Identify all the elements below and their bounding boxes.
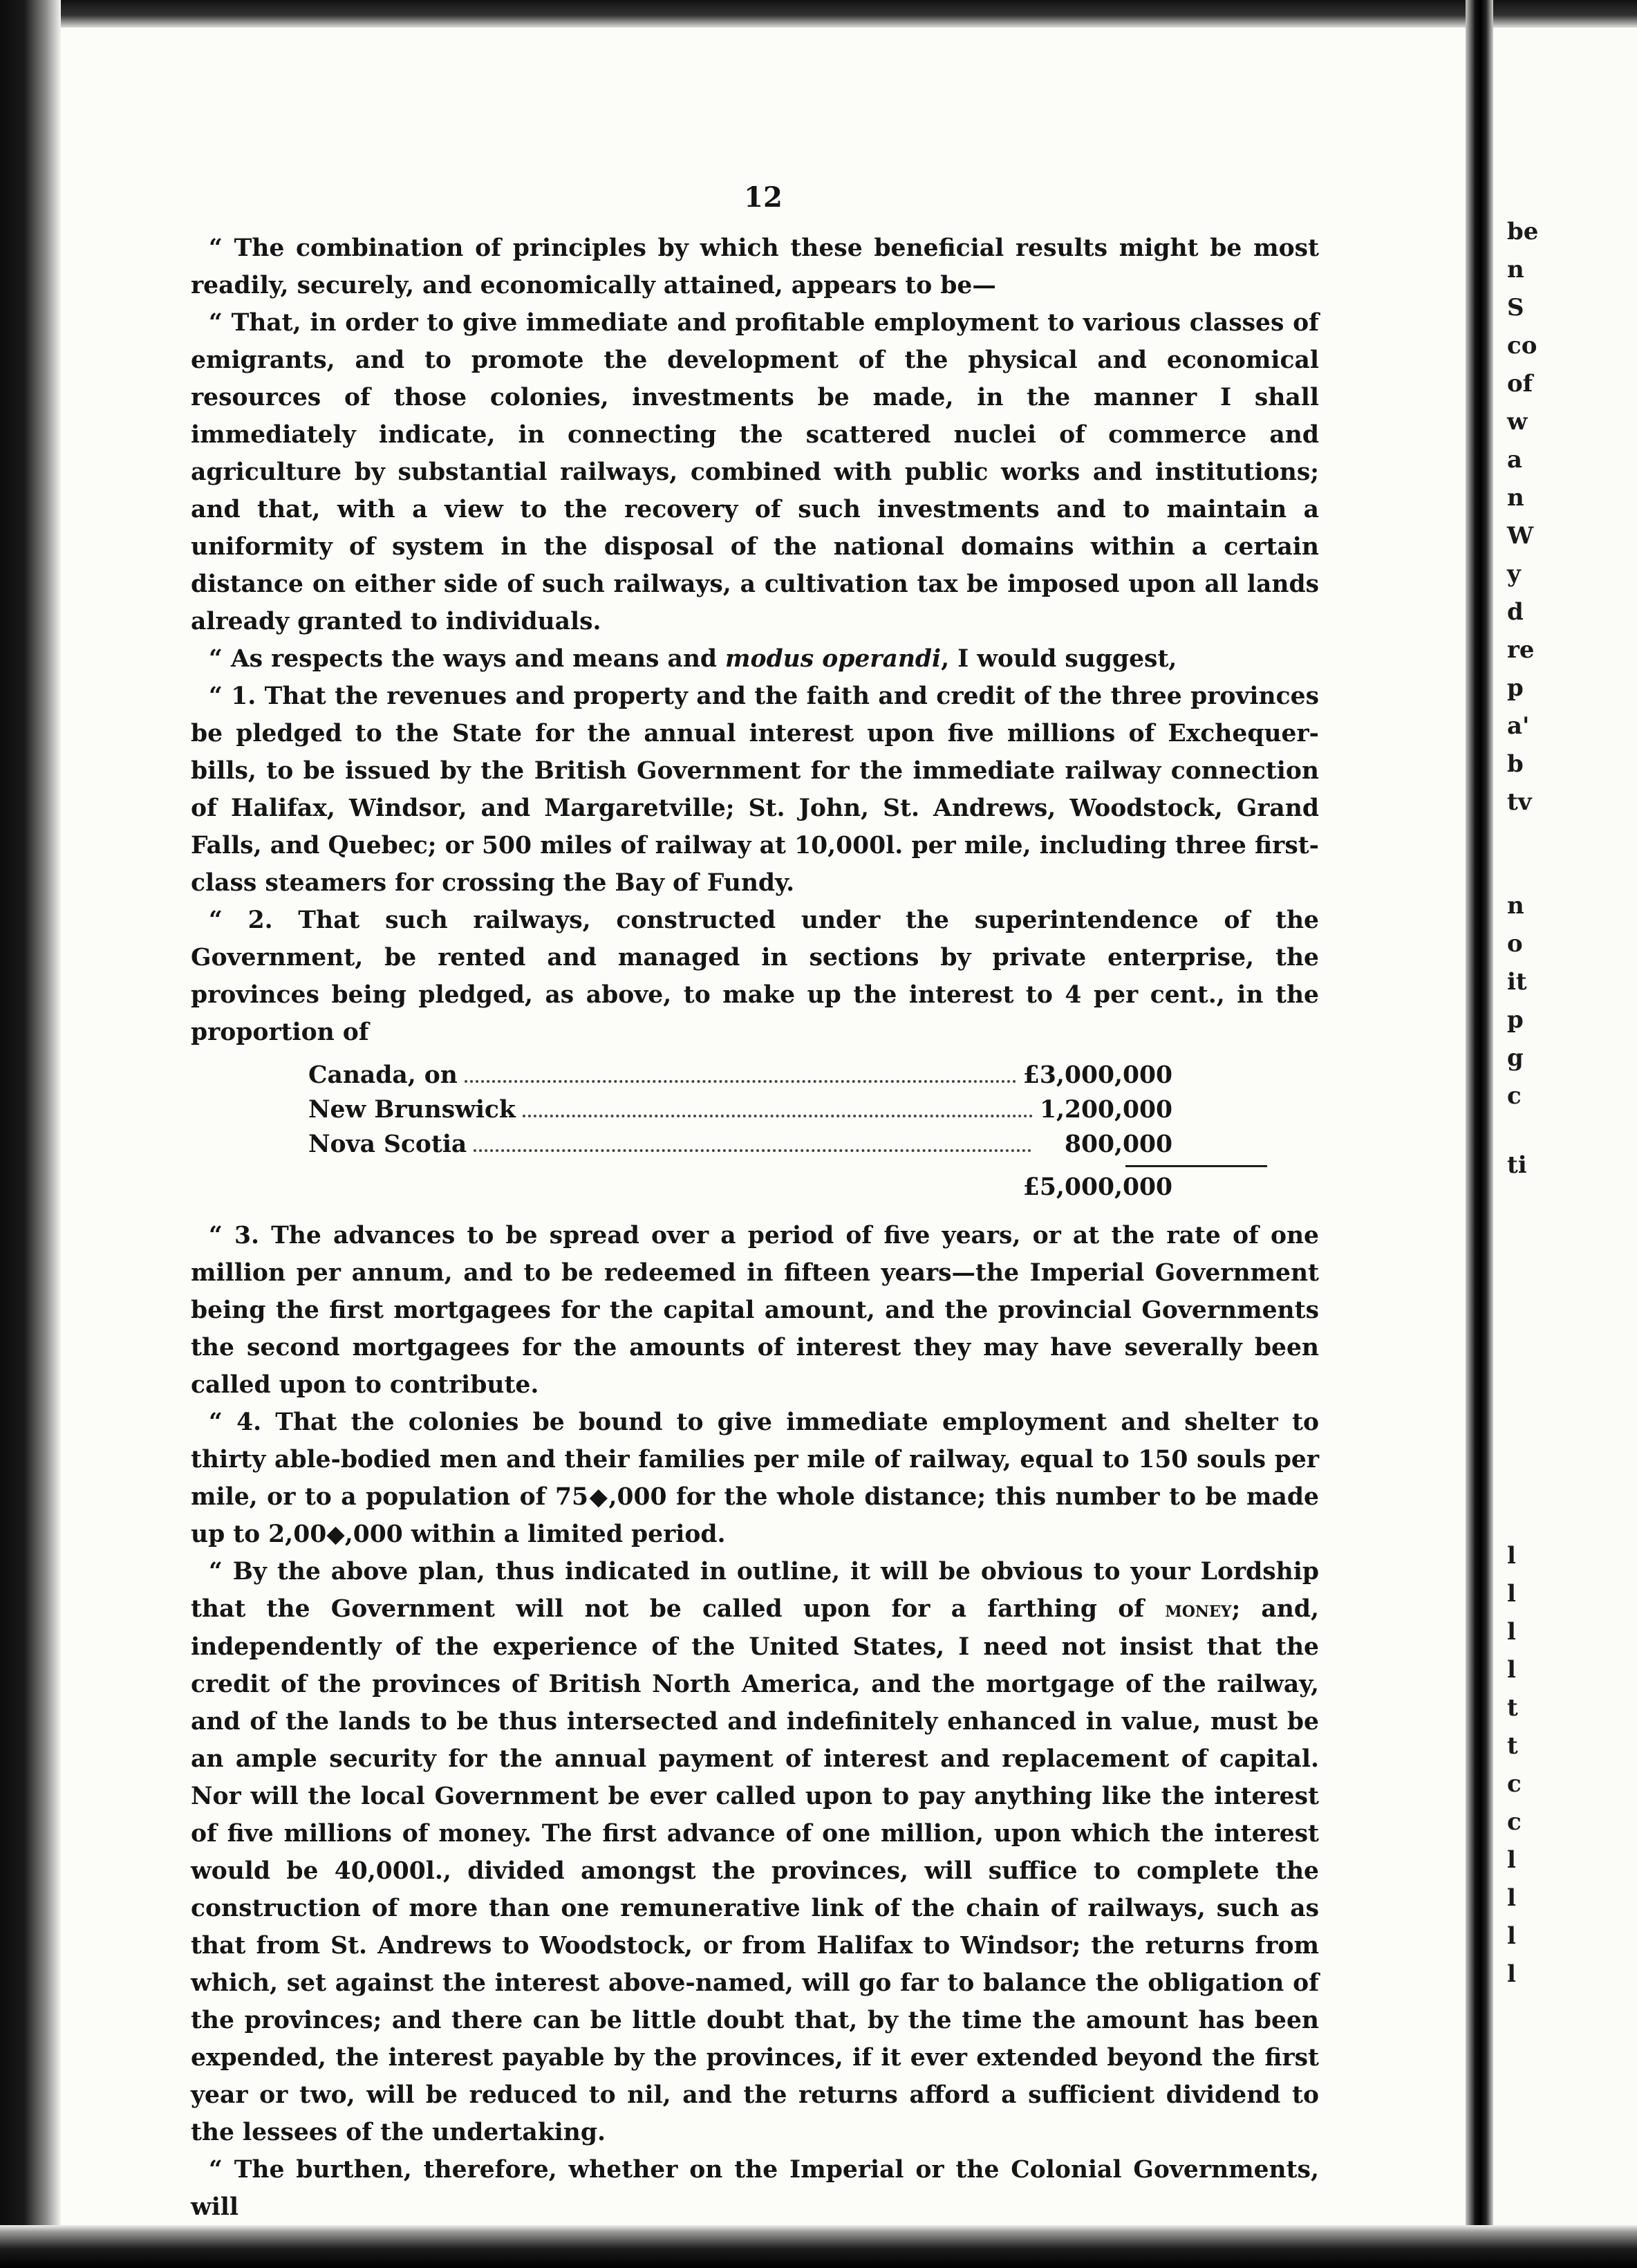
facing-page-fragment: l: [1507, 1884, 1516, 1912]
facing-page-fragment: l: [1507, 1656, 1516, 1684]
paragraph-2: “ That, in order to give immediate and profitable employment to various classes of emigrants, and to promote the development of the physical and economical resources of those colonies, investments be made, in the manner I shall immediately indicate, in connecting the scattered nuclei of commerce and agriculture by substantial railways, combined with public works and institutions; and that, with a view to the recovery of such investments and to maintain a uniformity of system in the disposal of the national domains within a certain distance on either side of such railways, a cultivation tax be imposed upon all lands already granted to individuals.: [191, 309, 1319, 635]
total-amount: £5,000,000: [1022, 1173, 1172, 1201]
facing-page-fragment: tv: [1507, 788, 1532, 816]
paragraph-8-text-a: “ By the above plan, thus indicated in outline, it will be obvious to your Lordship that the Government will not be called upon for a farthing of: [191, 1558, 1319, 1623]
table-total-row: [308, 1169, 1172, 1203]
paragraph-7: “ 4. That the colonies be bound to give immediate employment and shelter to thirty able-bodied men and their families per mile of railway, equal to 150 souls per mile, or to a population of 75◆,000 for the whole distance; this number to be made up to 2,00◆,000 within a limited period.: [191, 1409, 1319, 1548]
facing-page-fragment: y: [1507, 560, 1521, 588]
dot-leader: [465, 1080, 1016, 1083]
table-row: [308, 1057, 1172, 1091]
province-name: New Brunswick: [308, 1096, 516, 1124]
total-rule: [1125, 1165, 1267, 1167]
table-row: [308, 1126, 1172, 1160]
province-amount: 800,000: [1064, 1131, 1172, 1158]
facing-page-fragment: a: [1507, 446, 1523, 474]
facing-page-fragment: w: [1507, 408, 1528, 436]
dot-leader: [523, 1115, 1033, 1117]
paragraph-3-italic: modus operandi: [725, 645, 942, 673]
page-left: [61, 28, 1466, 2225]
book-gutter: [1466, 0, 1493, 2268]
province-name: Nova Scotia: [308, 1131, 467, 1158]
facing-page-fragment: of: [1507, 370, 1533, 398]
facing-page-fragment: co: [1507, 332, 1537, 360]
province-amount: £3,000,000: [1022, 1061, 1172, 1089]
paragraph-1: “ The combination of principles by which these beneficial results might be most readily, securely, and economically attained, appears to be—: [191, 234, 1319, 299]
page-number: 12: [744, 181, 783, 214]
facing-page-fragment: S: [1507, 294, 1524, 322]
facing-page-fragment: n: [1507, 484, 1524, 512]
facing-page-fragment: c: [1507, 1082, 1522, 1110]
facing-page-fragment: c: [1507, 1808, 1522, 1836]
paragraph-8: [191, 1553, 1319, 2151]
facing-page-fragment: t: [1507, 1694, 1518, 1722]
paragraph-3-text-a: “ As respects the ways and means and: [209, 645, 726, 673]
facing-page-fragment: p: [1507, 1006, 1524, 1034]
paragraph-3-text-b: , I would suggest,: [941, 645, 1177, 673]
facing-page-fragment: c: [1507, 1770, 1522, 1798]
facing-page-fragment: n: [1507, 892, 1524, 920]
facing-page-fragment: ti: [1507, 1151, 1527, 1179]
province-amount: 1,200,000: [1039, 1096, 1172, 1124]
scan-top-border: [0, 0, 1637, 28]
facing-page-fragment: W: [1507, 522, 1534, 550]
scan-bottom-border: [0, 2225, 1637, 2268]
facing-page-fragment: t: [1507, 1732, 1518, 1760]
paragraph-8-text-b: ; and, independently of the experience of the United States, I need not insist that the credit of the provinces of British North America, and the mortgage of the railway, and of the lands to be thus intersected and indefinitely enhanced in value, must be an ample security for the annual payment of interest and replacement of capital. Nor will the local Government be ever called upon to pay anything like the interest of five millions of money. The first advance of one million, upon which the interest would be 40,000l., divided amongst the provinces, will suffice to complete the construction of more than one remunerative link of the chain of railways, such as that from St. Andrews to Woodstock, or from Halifax to Windsor; the returns from which, set against the interest above-named, will go far to balance the obligation of the provinces; and there can be little doubt that, by the time the amount has been expended, the interest payable by the provinces, if it ever extended beyond the first year or two, will be reduced to nil, and the returns afford a sufficient dividend to the lessees of the undertaking.: [191, 1595, 1319, 2146]
facing-page-fragment: l: [1507, 1922, 1516, 1950]
facing-page-fragment: it: [1507, 968, 1527, 996]
facing-page-fragment: l: [1507, 1580, 1516, 1608]
facing-page-fragment: re: [1507, 636, 1535, 664]
scan-left-border: [0, 0, 61, 2268]
facing-page-fragment: n: [1507, 256, 1524, 284]
paragraph-5: “ 2. That such railways, constructed under the superintendence of the Government, be rented and managed in sections by private enterprise, the provinces being pledged, as above, to make up the interest to 4 per cent., in the proportion of: [191, 907, 1319, 1046]
proportion-table: [191, 1057, 1319, 1207]
facing-page-fragment: l: [1507, 1960, 1516, 1988]
facing-page-fragment: p: [1507, 674, 1524, 702]
facing-page-fragment: be: [1507, 218, 1539, 245]
paragraph-3: [191, 640, 1319, 678]
facing-page-fragment: g: [1507, 1044, 1524, 1072]
facing-page-fragment: l: [1507, 1542, 1516, 1570]
text-after-table: [191, 1217, 1319, 2226]
table-row: [308, 1091, 1172, 1126]
dot-leader: [474, 1149, 1031, 1152]
facing-page-fragment: o: [1507, 930, 1523, 958]
paragraph-9: “ The burthen, therefore, whether on the Imperial or the Colonial Governments, will: [191, 2156, 1319, 2221]
facing-page-fragment: a': [1507, 712, 1530, 740]
province-name: Canada, on: [308, 1061, 458, 1089]
facing-page-fragment: d: [1507, 598, 1524, 626]
paragraph-6: “ 3. The advances to be spread over a period of five years, or at the rate of one million per annum, and to be redeemed in fifteen years—the Imperial Government being the first mortgagees for the capital amount, and the provincial Governments the second mortgagees for the amounts of interest they may have severally been called upon to contribute.: [191, 1222, 1319, 1399]
body-text: [191, 230, 1319, 2226]
facing-page-fragment: l: [1507, 1846, 1516, 1874]
facing-page-fragment: l: [1507, 1618, 1516, 1646]
facing-page-fragment: b: [1507, 750, 1524, 778]
paragraph-4: “ 1. That the revenues and property and the faith and credit of the three provinces be pledged to the State for the annual interest upon five millions of Exchequer-bills, to be issued by the British Government for the immediate railway connection of Halifax, Windsor, and Margaretville; St. John, St. Andrews, Woodstock, Grand Falls, and Quebec; or 500 miles of railway at 10,000l. per mile, including three first-class steamers for crossing the Bay of Fundy.: [191, 682, 1319, 897]
paragraph-8-small-caps: money: [1165, 1597, 1232, 1622]
